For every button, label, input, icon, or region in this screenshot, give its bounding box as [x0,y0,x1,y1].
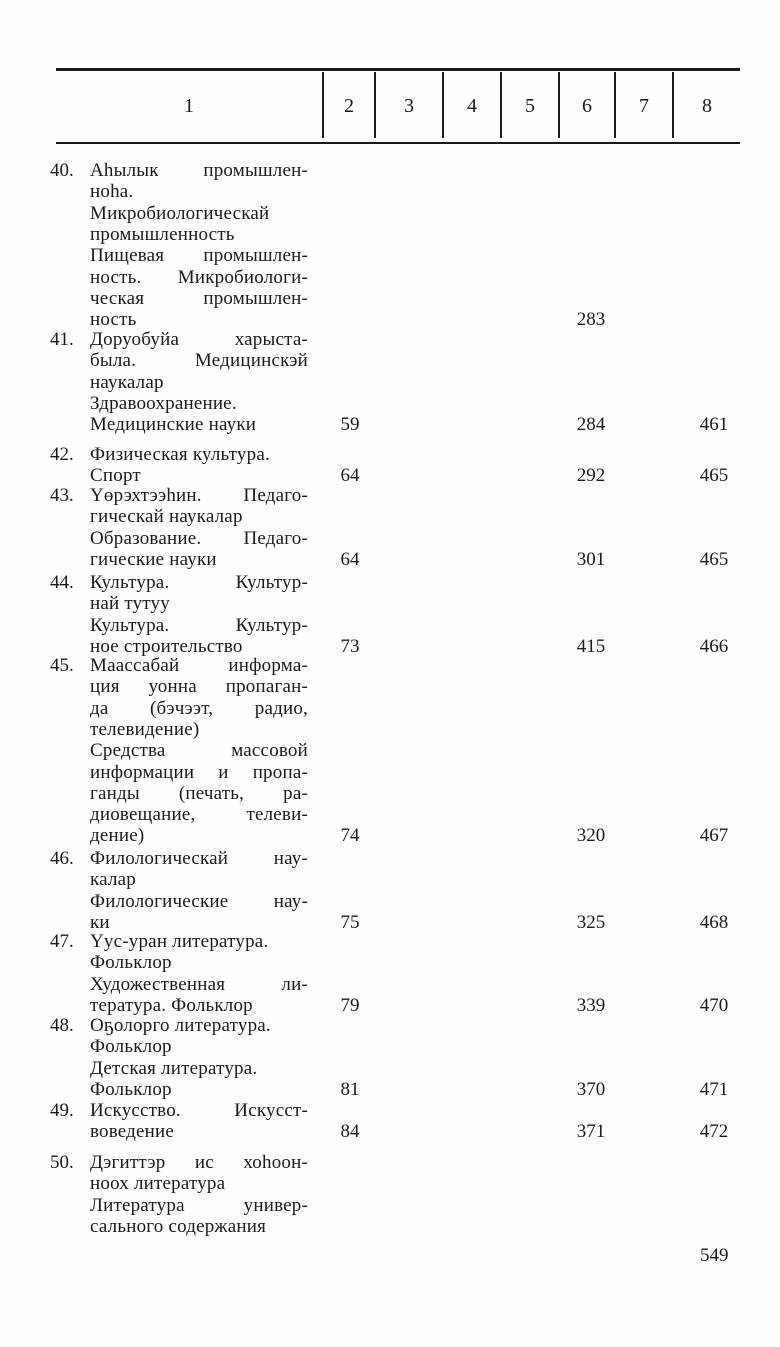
entry-title-line: воведение [90,1121,175,1143]
entry-title-line: ность [90,309,137,331]
entry-title-line: ность. Микробиологи- [90,266,308,288]
entry-title-line: Үус-уран литература. [90,931,269,952]
column-header-3: 3 [404,94,414,117]
entry-col6-value: 283 [576,309,606,331]
entry-title-line: Литература универ- [90,1194,308,1216]
entry-title-line: най тутуу [90,593,170,615]
entry-title-line: гическай наукалар [90,506,243,528]
entry-title-line: ное строительство [90,635,243,657]
entry-col6-value: 339 [576,994,606,1016]
entry-title-line: ция уонна пропаган- [90,676,308,698]
entry-title-line: ноhа. [90,181,134,203]
entry-title-line: диовещание, телеви- [90,804,308,826]
header-bottom-rule [56,142,740,144]
entry-col6-value: 415 [576,635,606,657]
entry-title-line: Дэгиттэр ис хоhоон- [90,1152,308,1173]
entry-number: 47. [50,931,74,952]
column-header-6: 6 [582,94,592,117]
column-header-5: 5 [525,94,535,117]
entry-title-line: Медицинские науки [90,414,257,436]
header-top-rule [56,68,740,71]
entry-title-line: Аhылык промышлен- [90,160,308,181]
entry-col8-value: 472 [699,1121,729,1143]
entry-title-line: Искусство. Искусст- [90,1100,308,1121]
entry-title-line: Спорт [90,465,141,487]
entry-title-line: Детская литература. [90,1057,258,1079]
entry-title-line: промышленность [90,223,235,245]
entry-col2-value: 64 [340,548,360,570]
entry-title-line: гические науки [90,548,217,570]
entry-title-line: дение) [90,825,145,847]
entry-title-line: калар [90,869,136,891]
entry-title-line: Образование. Педаго- [90,527,308,549]
entry-col8-value: 465 [699,465,729,487]
column-header-1: 1 [184,94,194,117]
entry-title-line: Фольклор [90,1078,172,1100]
entry-number: 42. [50,444,74,465]
entry-col2-value: 81 [340,1078,360,1100]
entry-col6-value: 301 [576,548,606,570]
entry-col8-value: 468 [699,911,729,933]
entry-title-line: Пищевая промышлен- [90,245,308,267]
entry-number: 41. [50,329,74,350]
entry-title-line: наукалар [90,371,164,393]
entry-title-line: Культура. Культур- [90,614,308,636]
entry-title-line: ноох литература [90,1173,226,1195]
column-header-7: 7 [639,94,649,117]
entry-col8-value: 466 [699,635,729,657]
entry-title-line: ганды (печать, ра- [90,782,308,804]
entry-title-line: ки [90,911,110,933]
entry-col6-value: 325 [576,911,606,933]
entry-title-line: Фольклор [90,952,172,974]
entry-col2-value: 64 [340,465,360,487]
entry-title-line: Үөрэхтээhин. Педаго- [90,485,308,506]
entry-title-line: информации и пропа- [90,761,308,783]
column-header-2: 2 [344,94,354,117]
entry-title-line: Маассабай информа- [90,655,308,676]
entry-col6-value: 284 [576,414,606,436]
column-header-4: 4 [467,94,477,117]
entry-col2-value: 75 [340,911,360,933]
entry-number: 43. [50,485,74,506]
entry-col2-value: 84 [340,1121,360,1143]
entry-title-line: Здравоохранение. [90,392,237,414]
entry-col6-value: 370 [576,1078,606,1100]
entry-title-line: была. Медицинскэй [90,350,308,372]
entry-title-line: Средства массовой [90,740,308,762]
entry-col6-value: 292 [576,465,606,487]
entry-title-line: да (бэчээт, радио, [90,697,308,719]
entry-number: 48. [50,1015,74,1036]
entry-col6-value: 371 [576,1121,606,1143]
entry-col8-value: 465 [699,548,729,570]
entry-col8-value: 461 [699,414,729,436]
entry-title-line: Фольклор [90,1036,172,1058]
entry-title-line: сального содержания [90,1215,267,1237]
entry-number: 44. [50,572,74,593]
entry-title-line: телевидение) [90,718,200,740]
page-number: 549 [700,1245,729,1266]
entry-title-line: Доруобуйа харыста- [90,329,308,350]
entry-number: 50. [50,1152,74,1173]
entry-title-line: Филологическай нау- [90,848,308,869]
entry-col6-value: 320 [576,825,606,847]
entry-title-line: Филологические нау- [90,890,308,912]
entry-title-line: ческая промышлен- [90,287,308,309]
entry-number: 49. [50,1100,74,1121]
entry-title-line: Оҕолорго литература. [90,1015,271,1036]
entry-number: 45. [50,655,74,676]
entry-col8-value: 471 [699,1078,729,1100]
entry-number: 40. [50,160,74,181]
entry-col8-value: 470 [699,994,729,1016]
entry-col2-value: 79 [340,994,360,1016]
entry-col2-value: 73 [340,635,360,657]
entry-col2-value: 59 [340,414,360,436]
entry-title-line: Физическая культура. [90,444,270,465]
entry-title-line: Культура. Культур- [90,572,308,593]
entry-number: 46. [50,848,74,869]
entry-col2-value: 74 [340,825,360,847]
entry-title-line: тература. Фольклор [90,994,253,1016]
entry-title-line: Художественная ли- [90,973,308,995]
entry-title-line: Микробиологическай [90,202,270,224]
entry-col8-value: 467 [699,825,729,847]
column-header-8: 8 [702,94,712,117]
